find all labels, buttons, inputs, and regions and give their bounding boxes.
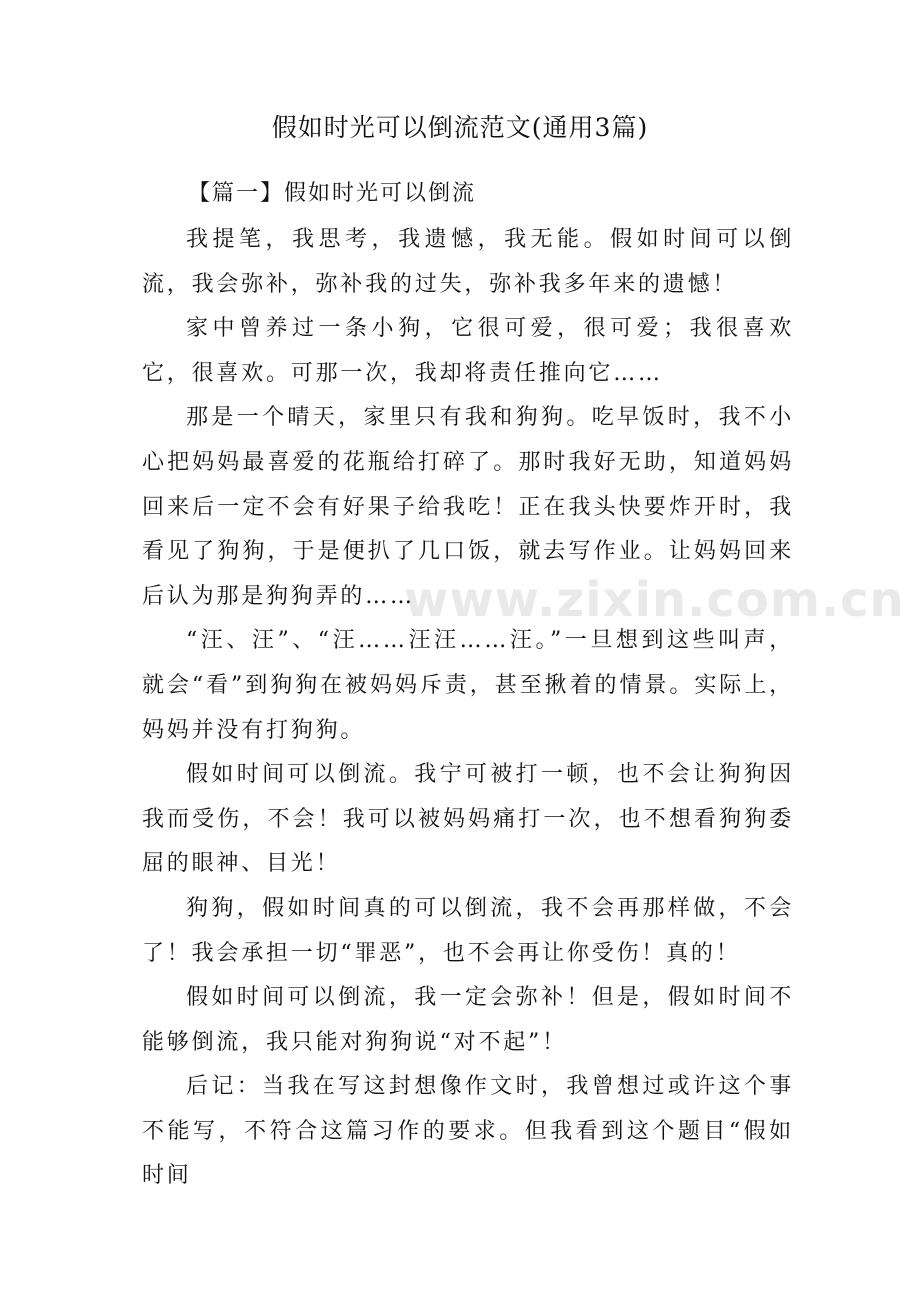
paragraph-7: 假如时间可以倒流，我一定会弥补！但是，假如时间不能够倒流，我只能对狗狗说“对不起”！ — [142, 985, 794, 1055]
paragraph-5: 假如时间可以倒流。我宁可被打一顿，也不会让狗狗因我而受伤，不会！我可以被妈妈痛打一次，也不想看狗狗委屈的眼神、目光！ — [142, 762, 794, 877]
paragraph-8: 后记：当我在写这封想像作文时，我曾想过或许这个事不能写，不符合这篇习作的要求。但我看到这个题目“假如时间 — [142, 1074, 794, 1189]
document-title: 假如时光可以倒流范文(通用3篇) — [271, 113, 649, 142]
paragraph-6: 狗狗，假如时间真的可以倒流，我不会再那样做，不会了！我会承担一切“罪恶”，也不会再让你受伤！真的！ — [142, 895, 794, 966]
body-text — [142, 218, 794, 1199]
paragraph-2: 家中曾养过一条小狗，它很可爱，很可爱；我很喜欢它，很喜欢。可那一次，我却将责任推向它…… — [142, 316, 794, 386]
watermark: www.zixin.com.cn — [404, 572, 905, 628]
paragraph-4: “汪、汪”、“汪……汪汪……汪。”一旦想到这些叫声，就会“看”到狗狗在被妈妈斥责，甚至揪着的情景。实际上，妈妈并没有打狗狗。 — [142, 628, 794, 743]
paragraph-1: 我提笔，我思考，我遗憾，我无能。假如时间可以倒流，我会弥补，弥补我的过失，弥补我多年来的遗憾！ — [142, 227, 794, 297]
paragraph-3: 那是一个晴天，家里只有我和狗狗。吃早饭时，我不小心把妈妈最喜爱的花瓶给打碎了。那时我好无助，知道妈妈回来后一定不会有好果子给我吃！正在我头快要炸开时，我看见了狗狗，于是便扒了几口饭，就去写作业。让妈妈回来后认为那是狗狗弄的…… — [142, 405, 794, 609]
section-heading: 【篇一】假如时光可以倒流 — [188, 181, 477, 206]
